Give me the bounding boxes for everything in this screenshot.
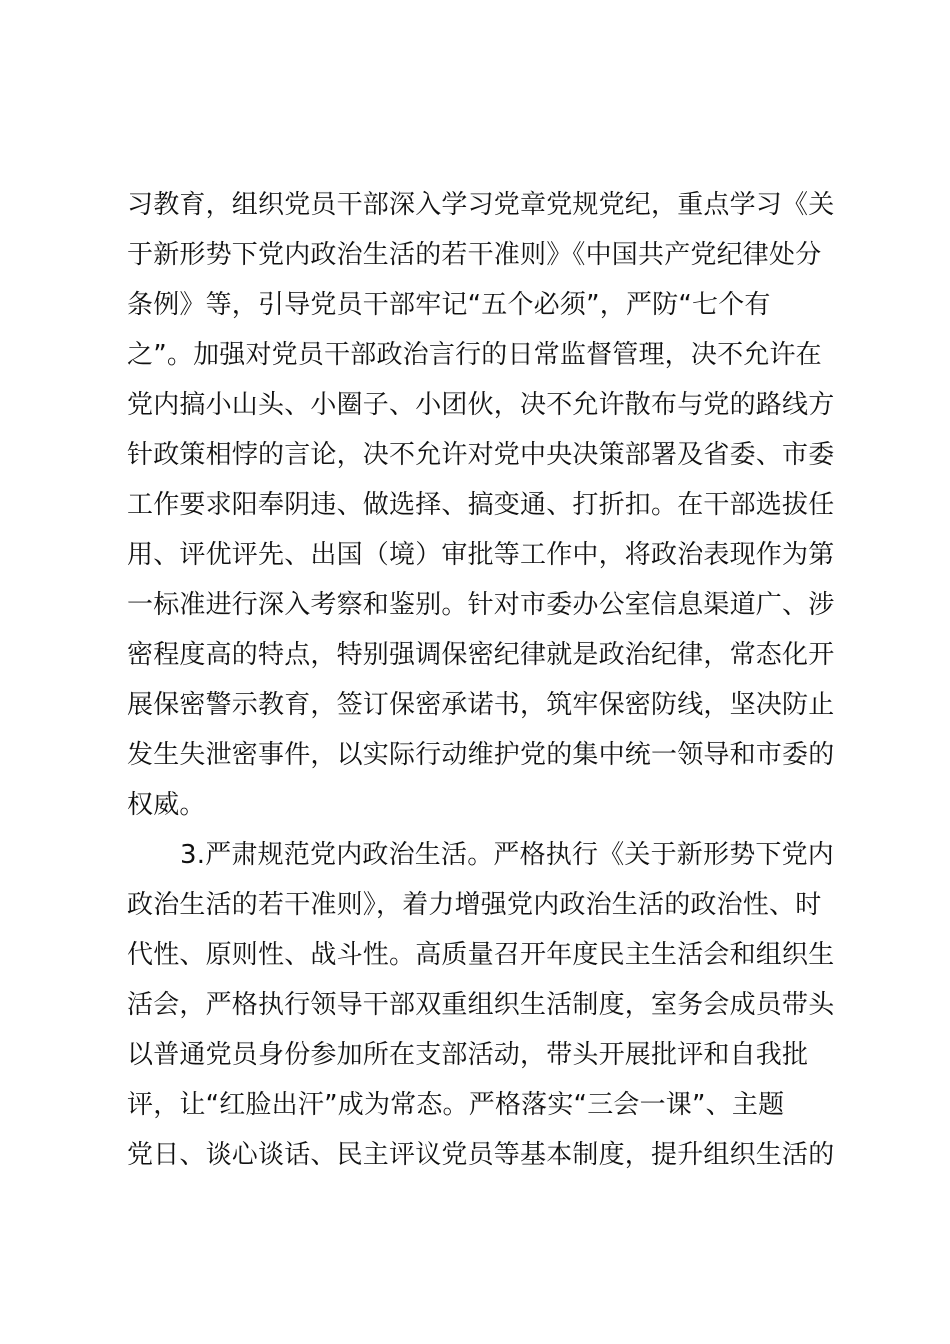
paragraph-line: 之”。加强对党员干部政治言行的日常监督管理，决不允许在 [127, 340, 822, 370]
paragraph-line: 发生失泄密事件，以实际行动维护党的集中统一领导和市委的 [127, 740, 835, 770]
paragraph-line: 以普通党员身份参加所在支部活动，带头开展批评和自我批 [127, 1040, 809, 1070]
paragraph-line: 条例》等，引导党员干部牢记“五个必须”，严防“七个有 [127, 290, 771, 320]
paragraph-line: 一标准进行深入考察和鉴别。针对市委办公室信息渠道广、涉 [127, 590, 835, 620]
paragraph-line: 活会，严格执行领导干部双重组织生活制度，室务会成员带头 [127, 990, 835, 1020]
paragraph-line: 党内搞小山头、小圈子、小团伙，决不允许散布与党的路线方 [127, 390, 835, 420]
paragraph-line: 密程度高的特点，特别强调保密纪律就是政治纪律，常态化开 [127, 640, 835, 670]
paragraph-line: 代性、原则性、战斗性。高质量召开年度民主生活会和组织生 [127, 940, 835, 970]
paragraph-line: 政治生活的若干准则》，着力增强党内政治生活的政治性、时 [127, 890, 822, 920]
paragraph-line: 习教育，组织党员干部深入学习党章党规党纪，重点学习《关 [127, 190, 835, 220]
paragraph-line: 展保密警示教育，签订保密承诺书，筑牢保密防线，坚决防止 [127, 690, 835, 720]
paragraph-line: 工作要求阳奉阴违、做选择、搞变通、打折扣。在干部选拔任 [127, 490, 835, 520]
paragraph-line: 针政策相悖的言论，决不允许对党中央决策部署及省委、市委 [127, 440, 835, 470]
section-heading-line: 3.严肃规范党内政治生活。严格执行《关于新形势下党内 [180, 840, 835, 870]
paragraph-line: 党日、谈心谈话、民主评议党员等基本制度，提升组织生活的 [127, 1140, 835, 1170]
paragraph-line: 于新形势下党内政治生活的若干准则》《中国共产党纪律处分 [127, 240, 822, 270]
paragraph-line: 用、评优评先、出国（境）审批等工作中，将政治表现作为第 [127, 540, 835, 570]
paragraph-line: 评，让“红脸出汗”成为常态。严格落实“三会一课”、主题 [127, 1090, 785, 1120]
paragraph-line: 权威。 [127, 790, 206, 820]
